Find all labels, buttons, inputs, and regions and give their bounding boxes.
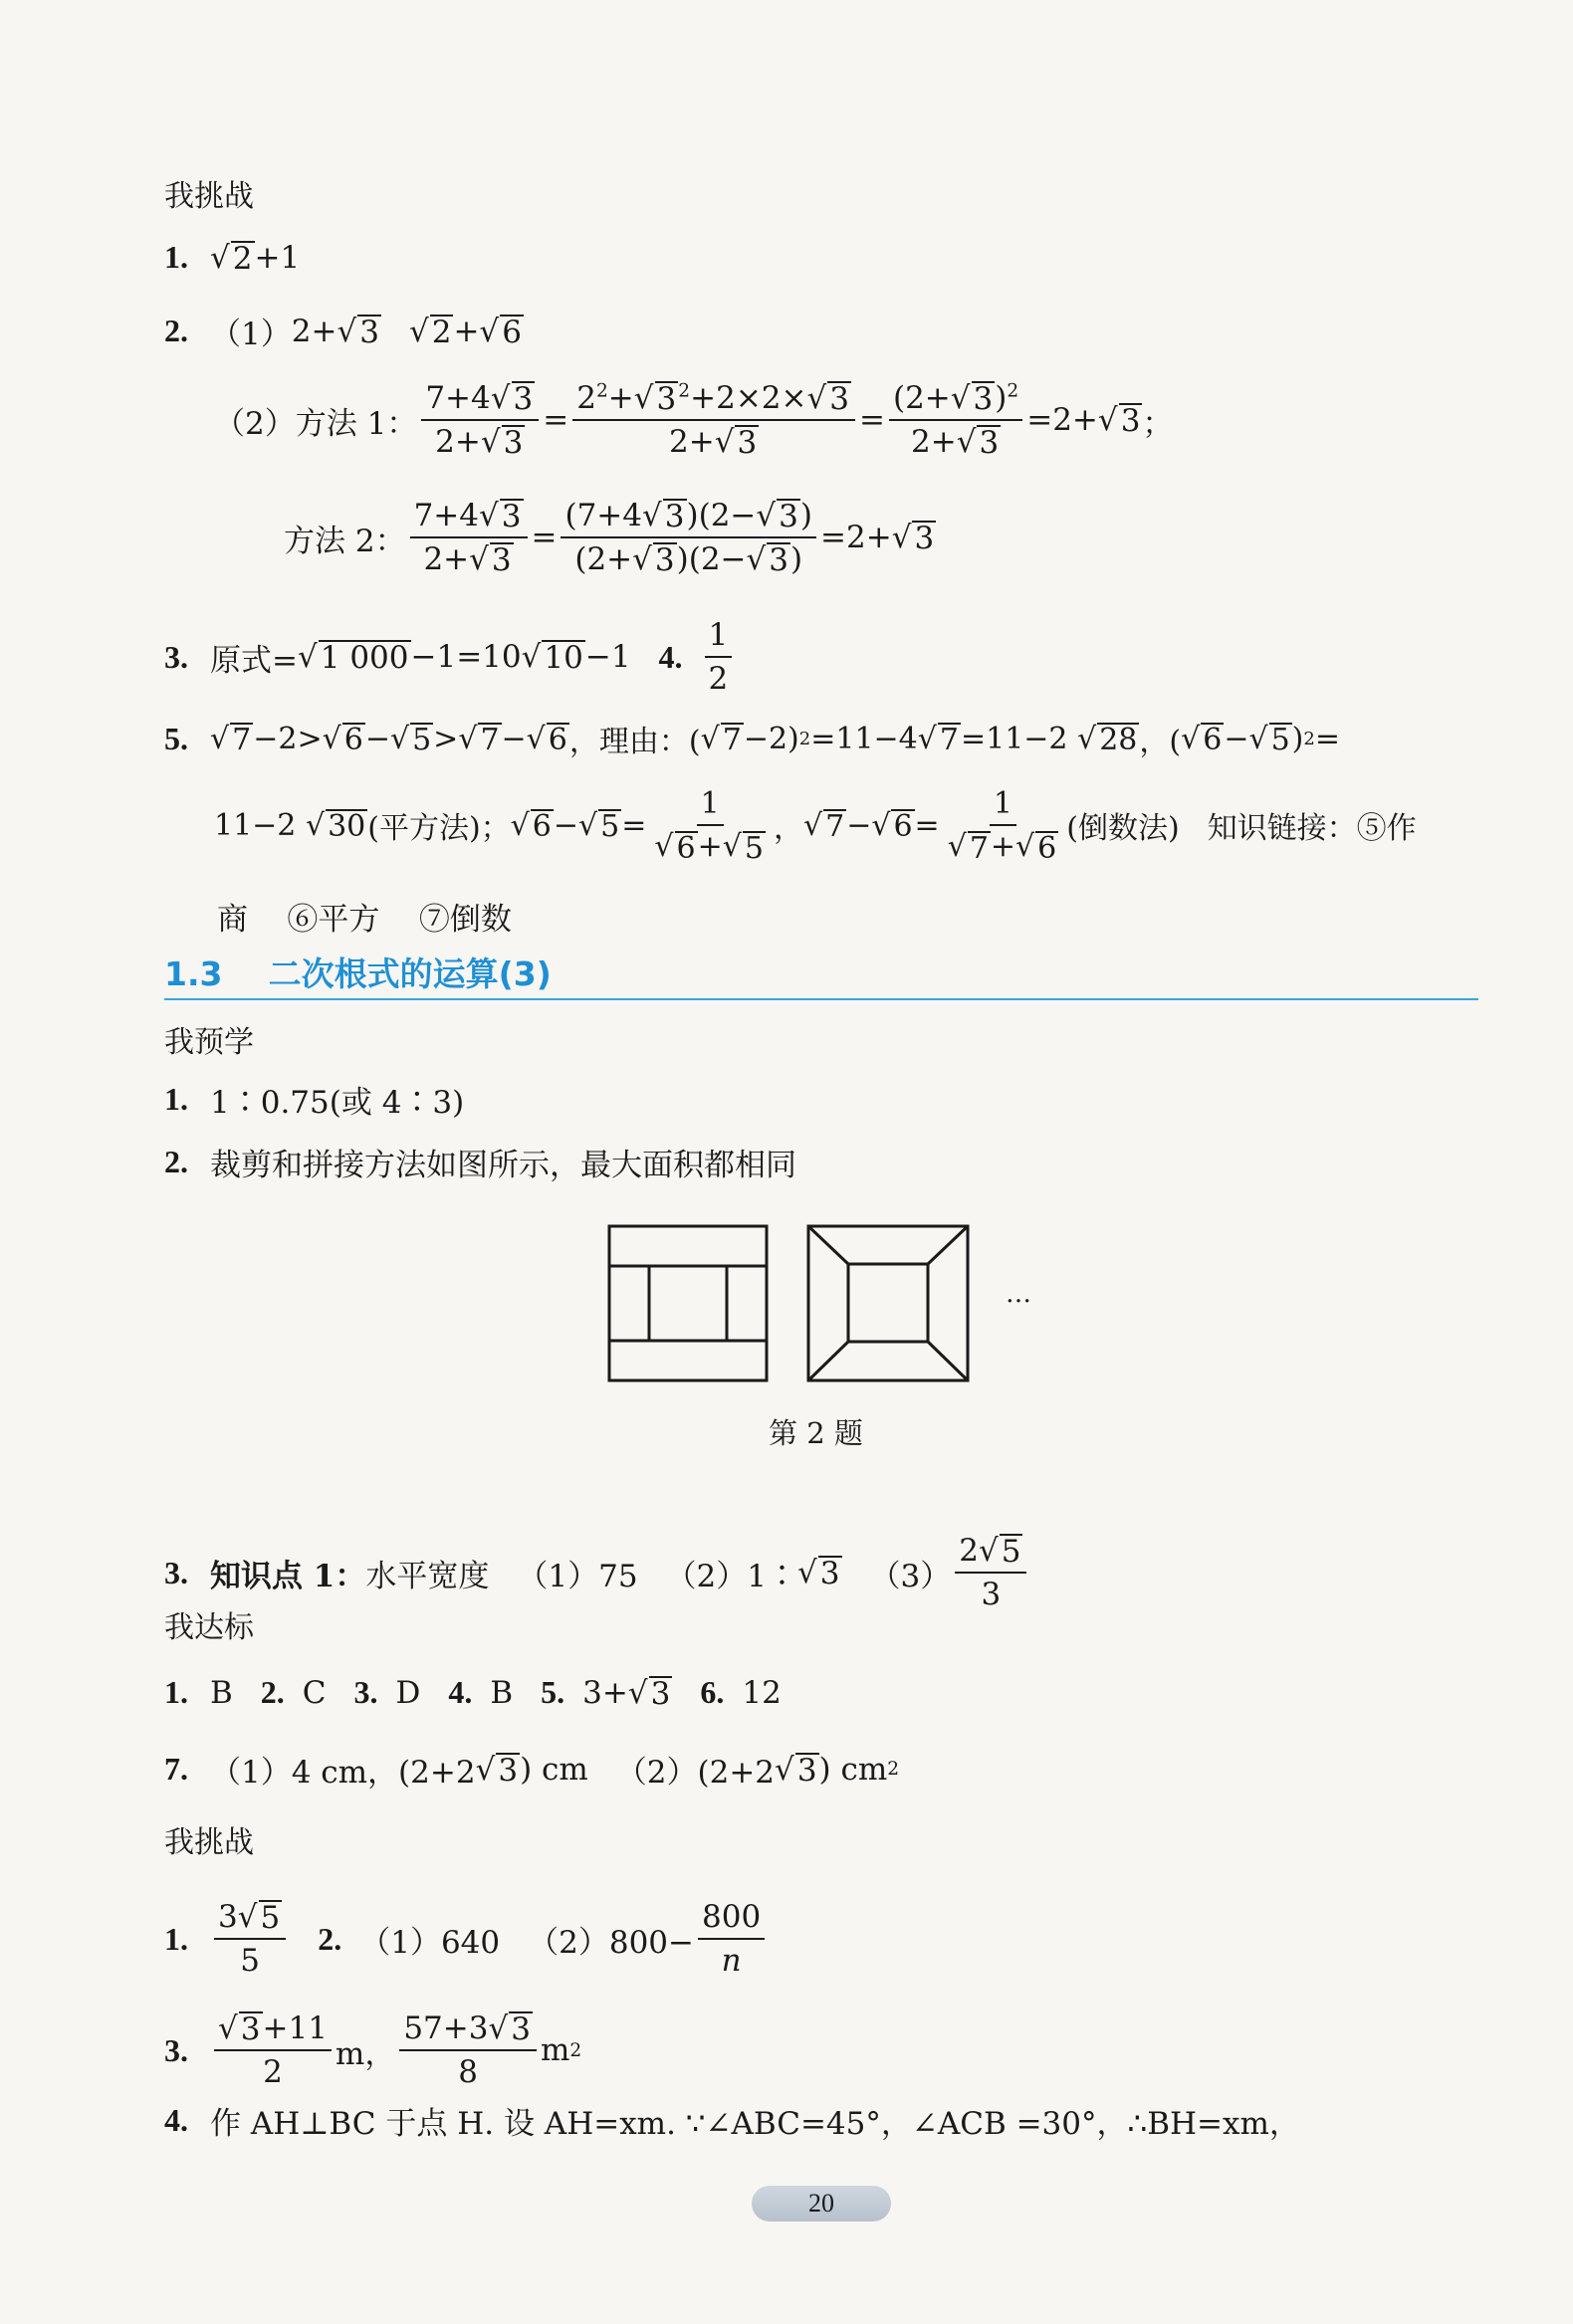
expr-text: ； xyxy=(1142,405,1174,442)
answer-text: 作 AH⊥BC 于点 H. 设 AH=xm. ∵∠ABC=45°，∠ACB =30°，∴BH=xm， xyxy=(210,2106,1300,2142)
sqrt: √ 2 xyxy=(408,313,452,350)
sqrt: √ 3 xyxy=(337,313,379,350)
radicand: 2 xyxy=(232,240,253,277)
answer-part: （1）75 xyxy=(517,1558,638,1594)
expr-text: −1=10 xyxy=(410,639,522,675)
answer-text: C xyxy=(302,1674,327,1711)
page-number xyxy=(752,2186,891,2221)
section-number: 1.3 xyxy=(164,954,223,993)
section-label-preview: 我预学 xyxy=(164,1025,254,1060)
q-num: 4. xyxy=(448,1674,473,1710)
fraction: √ 3 +11 2 xyxy=(214,2010,332,2090)
part-label: （2）方法 1： xyxy=(214,405,418,442)
challenge2-q3: 3. √ 3 +11 2 m， 57+3 √ 3 8 m 2 xyxy=(164,2010,582,2090)
diagram-square-left xyxy=(609,1226,767,1380)
answer-text: 1∶0.75(或 4∶3) xyxy=(210,1085,465,1121)
radicand: 3 xyxy=(359,314,379,350)
challenge-q2-method2 xyxy=(284,498,936,577)
preview-q1 xyxy=(164,1077,464,1122)
fraction: 1 √ 6 + √ 5 xyxy=(654,786,764,866)
expr-text: + xyxy=(453,313,480,349)
answer-text: B xyxy=(490,1674,514,1711)
expr-text: =2+ xyxy=(1026,402,1098,438)
answer-part: （3） xyxy=(869,1558,952,1594)
q-num: 4. xyxy=(164,2102,188,2138)
challenge-q5-line2: 11−2 √ 30 (平方法)； √ 6 − √ 5 = 1 √ 6 + √ 5 ， √ 7 − √ 6 = 1 √ 7 + √ 6 (倒数法) 知识链接：⑤作 xyxy=(214,786,1417,866)
challenge2-q4 xyxy=(164,2098,1300,2143)
q-num: 3. xyxy=(164,638,188,675)
q-num: 3. xyxy=(164,2031,188,2068)
section-label-challenge-2: 我挑战 xyxy=(164,1825,254,1860)
answer-text: 12 xyxy=(742,1674,782,1711)
sqrt: √ 2 xyxy=(210,239,253,277)
section-label-standard: 我达标 xyxy=(164,1610,254,1645)
section-title: 二次根式的运算(3) xyxy=(268,954,552,993)
sqrt: √ 6 xyxy=(479,313,522,350)
figure-ellipsis: … xyxy=(1006,1279,1031,1309)
sqrt: √ 3 xyxy=(891,520,935,557)
expr-text: =2+ xyxy=(820,520,892,555)
challenge-q5-line1: 5. √ 7 −2> √ 6 − √ 5 > √ 7 − √ 6 ，理由：( √ 7 −2) 2 =11−4 √ 7 =11−2 √ 28 ，( √ 6 − √ 5 ) 2 = xyxy=(164,720,1340,759)
q-num: 4. xyxy=(658,638,683,675)
challenge2-q1-q2: 1. 3 √ 5 5 2. （1）640 （2）800− $\frac{800}{n}$ xyxy=(164,1899,769,1979)
fraction: 3 √ 5 5 xyxy=(214,1899,286,1979)
challenge-q1 xyxy=(164,239,300,276)
fraction: 1 √ 7 + √ 6 xyxy=(947,786,1057,866)
expr-text: 原式= xyxy=(210,642,298,679)
q-num: 6. xyxy=(700,1674,725,1710)
expr-text: −1 xyxy=(584,639,631,675)
equals: = xyxy=(859,402,885,438)
q-num: 2. xyxy=(164,313,188,348)
q-num: 5. xyxy=(164,720,188,756)
challenge-q2-part1 xyxy=(164,309,524,353)
answer-text: 3+ xyxy=(582,1674,628,1711)
answer-text: D xyxy=(395,1674,421,1711)
sqrt: √ 10 xyxy=(521,639,583,677)
preview-q3: 3. 知识点 1： 水平宽度 （1）75 （2）1∶ √ 3 （3） 2 √ 5 3 xyxy=(164,1533,1030,1612)
expr-text: +1 xyxy=(254,239,301,276)
standard-answers: 1. B 2. C 3. D 4. B 5. 3+ √ 3 6. 12 xyxy=(164,1674,782,1712)
fraction: 7+4 √ 3 2+ √ 3 xyxy=(410,498,528,577)
section-heading xyxy=(164,949,1478,1000)
q-num: 1. xyxy=(164,1920,188,1957)
equals: = xyxy=(531,520,558,555)
q-num: 1. xyxy=(164,1674,188,1710)
q-num: 5. xyxy=(541,1674,565,1710)
q-num: 1. xyxy=(164,1081,188,1117)
radicand: 2 xyxy=(431,314,452,350)
challenge-q2-method1 xyxy=(214,380,1173,460)
challenge-q3-q4 xyxy=(164,617,736,697)
fraction: 2 √ 5 3 xyxy=(955,1533,1026,1612)
fraction: 57+3 √ 3 8 xyxy=(399,2010,537,2090)
fraction: (7+4 √ 3 )(2− √ 3 ) (2+ √ 3 )(2− √ 3 ) xyxy=(561,498,816,577)
equals: = xyxy=(543,402,569,438)
cutting-diagram xyxy=(607,1224,1025,1383)
q-num: 1. xyxy=(164,239,188,275)
q-num: 3. xyxy=(164,1554,188,1590)
sqrt: √ 3 xyxy=(1097,402,1141,440)
radicand: 6 xyxy=(502,314,522,350)
knowledge-label: 知识点 1： xyxy=(210,1558,366,1594)
section-label-challenge: 我挑战 xyxy=(164,179,254,214)
fraction: $2^2+$ √ 3 $^2$+2×2× √ 3 2+ √ 3 xyxy=(572,380,855,460)
part-label: （1） xyxy=(210,317,292,352)
part-label: 方法 2： xyxy=(284,523,406,559)
q-num: 2. xyxy=(164,1144,188,1179)
figure-q2 xyxy=(607,1224,1031,1387)
q-num: 2. xyxy=(260,1674,285,1710)
preview-q2 xyxy=(164,1140,796,1184)
fraction: (2+ √ 3 )$^2$ 2+ √ 3 xyxy=(889,380,1022,460)
expr-text: 2+ xyxy=(291,313,337,349)
sqrt: √ 1 000 xyxy=(297,639,409,677)
answer-text: 水平宽度 xyxy=(365,1558,490,1594)
figure-caption: 第 2 题 xyxy=(769,1416,863,1450)
fraction: $\frac{1}{2}$ xyxy=(705,617,733,697)
answer-part: （2）1∶ xyxy=(665,1558,797,1594)
q-num: 7. xyxy=(164,1751,188,1787)
answer-text: B xyxy=(210,1674,233,1711)
page-number-text: 20 xyxy=(808,2189,834,2218)
q-num: 3. xyxy=(353,1674,378,1710)
fraction: $\frac{800}{n}$ xyxy=(698,1899,765,1979)
fraction: 7+4 √ 3 2+ √ 3 xyxy=(421,380,539,460)
standard-q7: 7. （1）4 cm，(2+2 √ 3 ) cm （2）(2+2 √ 3 ) cm 2 xyxy=(164,1751,900,1791)
challenge-q5-line3: 商 ⑥平方 ⑦倒数 xyxy=(217,902,512,938)
answer-text: 裁剪和拼接方法如图所示，最大面积都相同 xyxy=(210,1148,796,1183)
q-num: 2. xyxy=(318,1920,342,1957)
